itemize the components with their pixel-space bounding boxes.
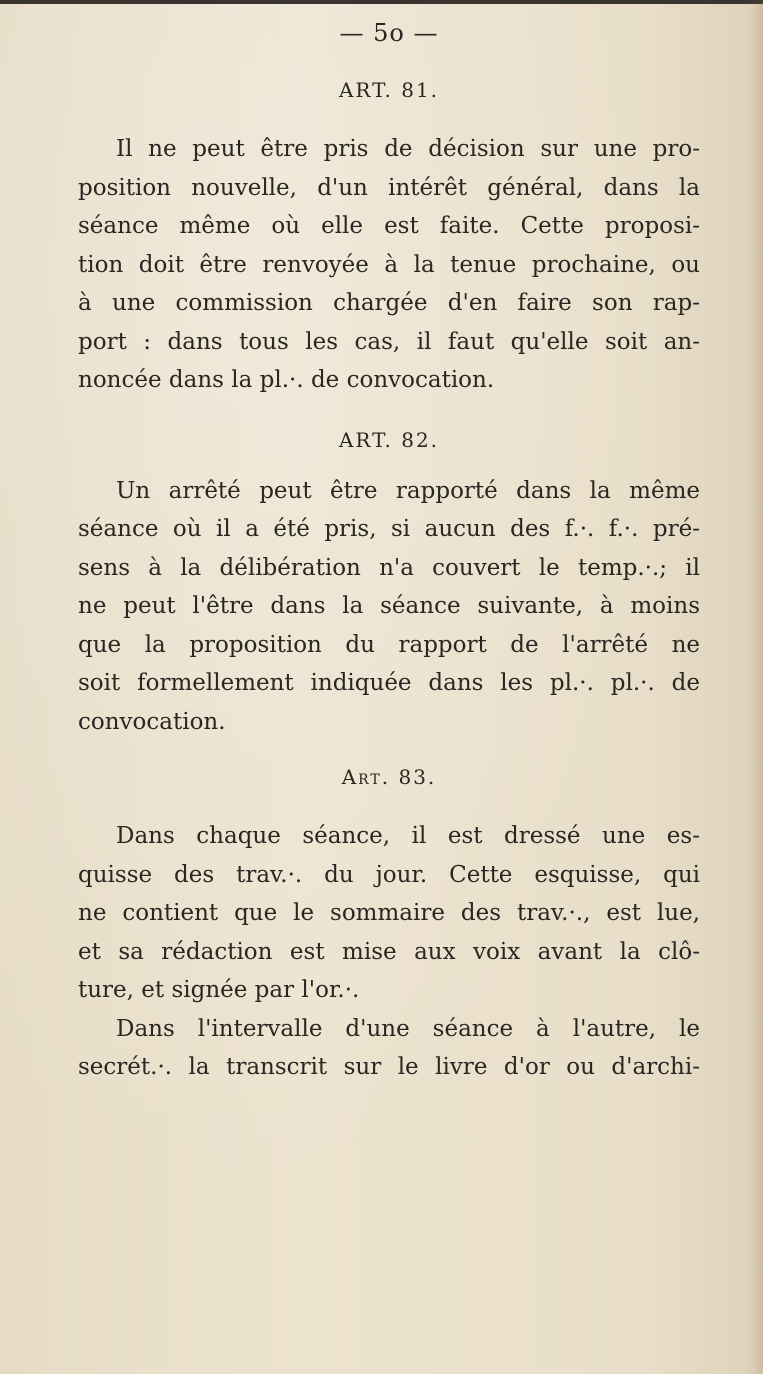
text-line: secrét.·. la transcrit sur le livre d'or ou d'archi- <box>78 1054 700 1080</box>
page-content <box>78 14 700 1087</box>
article-heading-83: Art. 83. <box>341 765 437 789</box>
article-83-paragraph-2 <box>78 1010 700 1087</box>
text-line: Il ne peut être pris de décision sur une pro- <box>116 136 700 162</box>
text-line: Un arrêté peut être rapporté dans la même <box>116 477 700 504</box>
article-82-paragraph <box>78 472 700 742</box>
text-line: à une commission chargée d'en faire son rap- <box>78 290 700 316</box>
text-line: séance où il a été pris, si aucun des f.·. f.·. pré- <box>78 516 700 542</box>
text-line: Dans chaque séance, il est dressé une es- <box>116 823 700 849</box>
article-83-paragraph-1 <box>78 817 700 1010</box>
top-edge-rule <box>0 0 763 4</box>
text-line: ne contient que le sommaire des trav.·., est lue, <box>78 900 700 926</box>
text-line: Dans l'intervalle d'une séance à l'autre, le <box>116 1015 700 1042</box>
text-line: position nouvelle, d'un intérêt général, dans la <box>78 174 700 201</box>
text-line: ne peut l'être dans la séance suivante, à moins <box>78 593 700 619</box>
text-line: tion doit être renvoyée à la tenue prochaine, ou <box>78 251 700 278</box>
article-heading-82: ART. 82. <box>338 427 440 452</box>
page-number: — 5o — <box>339 19 439 47</box>
text-line: ture, et signée par l'or.·. <box>78 977 360 1003</box>
text-line: noncée dans la pl.·. de convocation. <box>78 367 495 393</box>
text-line: et sa rédaction est mise aux voix avant la clô- <box>78 938 700 965</box>
text-line: convocation. <box>78 708 226 735</box>
text-line: soit formellement indiquée dans les pl.·. pl.·. de <box>78 670 700 696</box>
article-heading-81: ART. 81. <box>338 78 440 102</box>
text-line: port : dans tous les cas, il faut qu'elle soit an- <box>78 328 700 355</box>
text-line: que la proposition du rapport de l'arrêté ne <box>78 631 700 658</box>
page-edge-shadow <box>749 0 763 1374</box>
article-81-paragraph <box>78 130 700 400</box>
text-line: séance même où elle est faite. Cette proposi- <box>78 213 700 239</box>
text-line: quisse des trav.·. du jour. Cette esquisse, qui <box>78 861 700 888</box>
text-line: sens à la délibération n'a couvert le temp.·.; il <box>78 554 700 581</box>
